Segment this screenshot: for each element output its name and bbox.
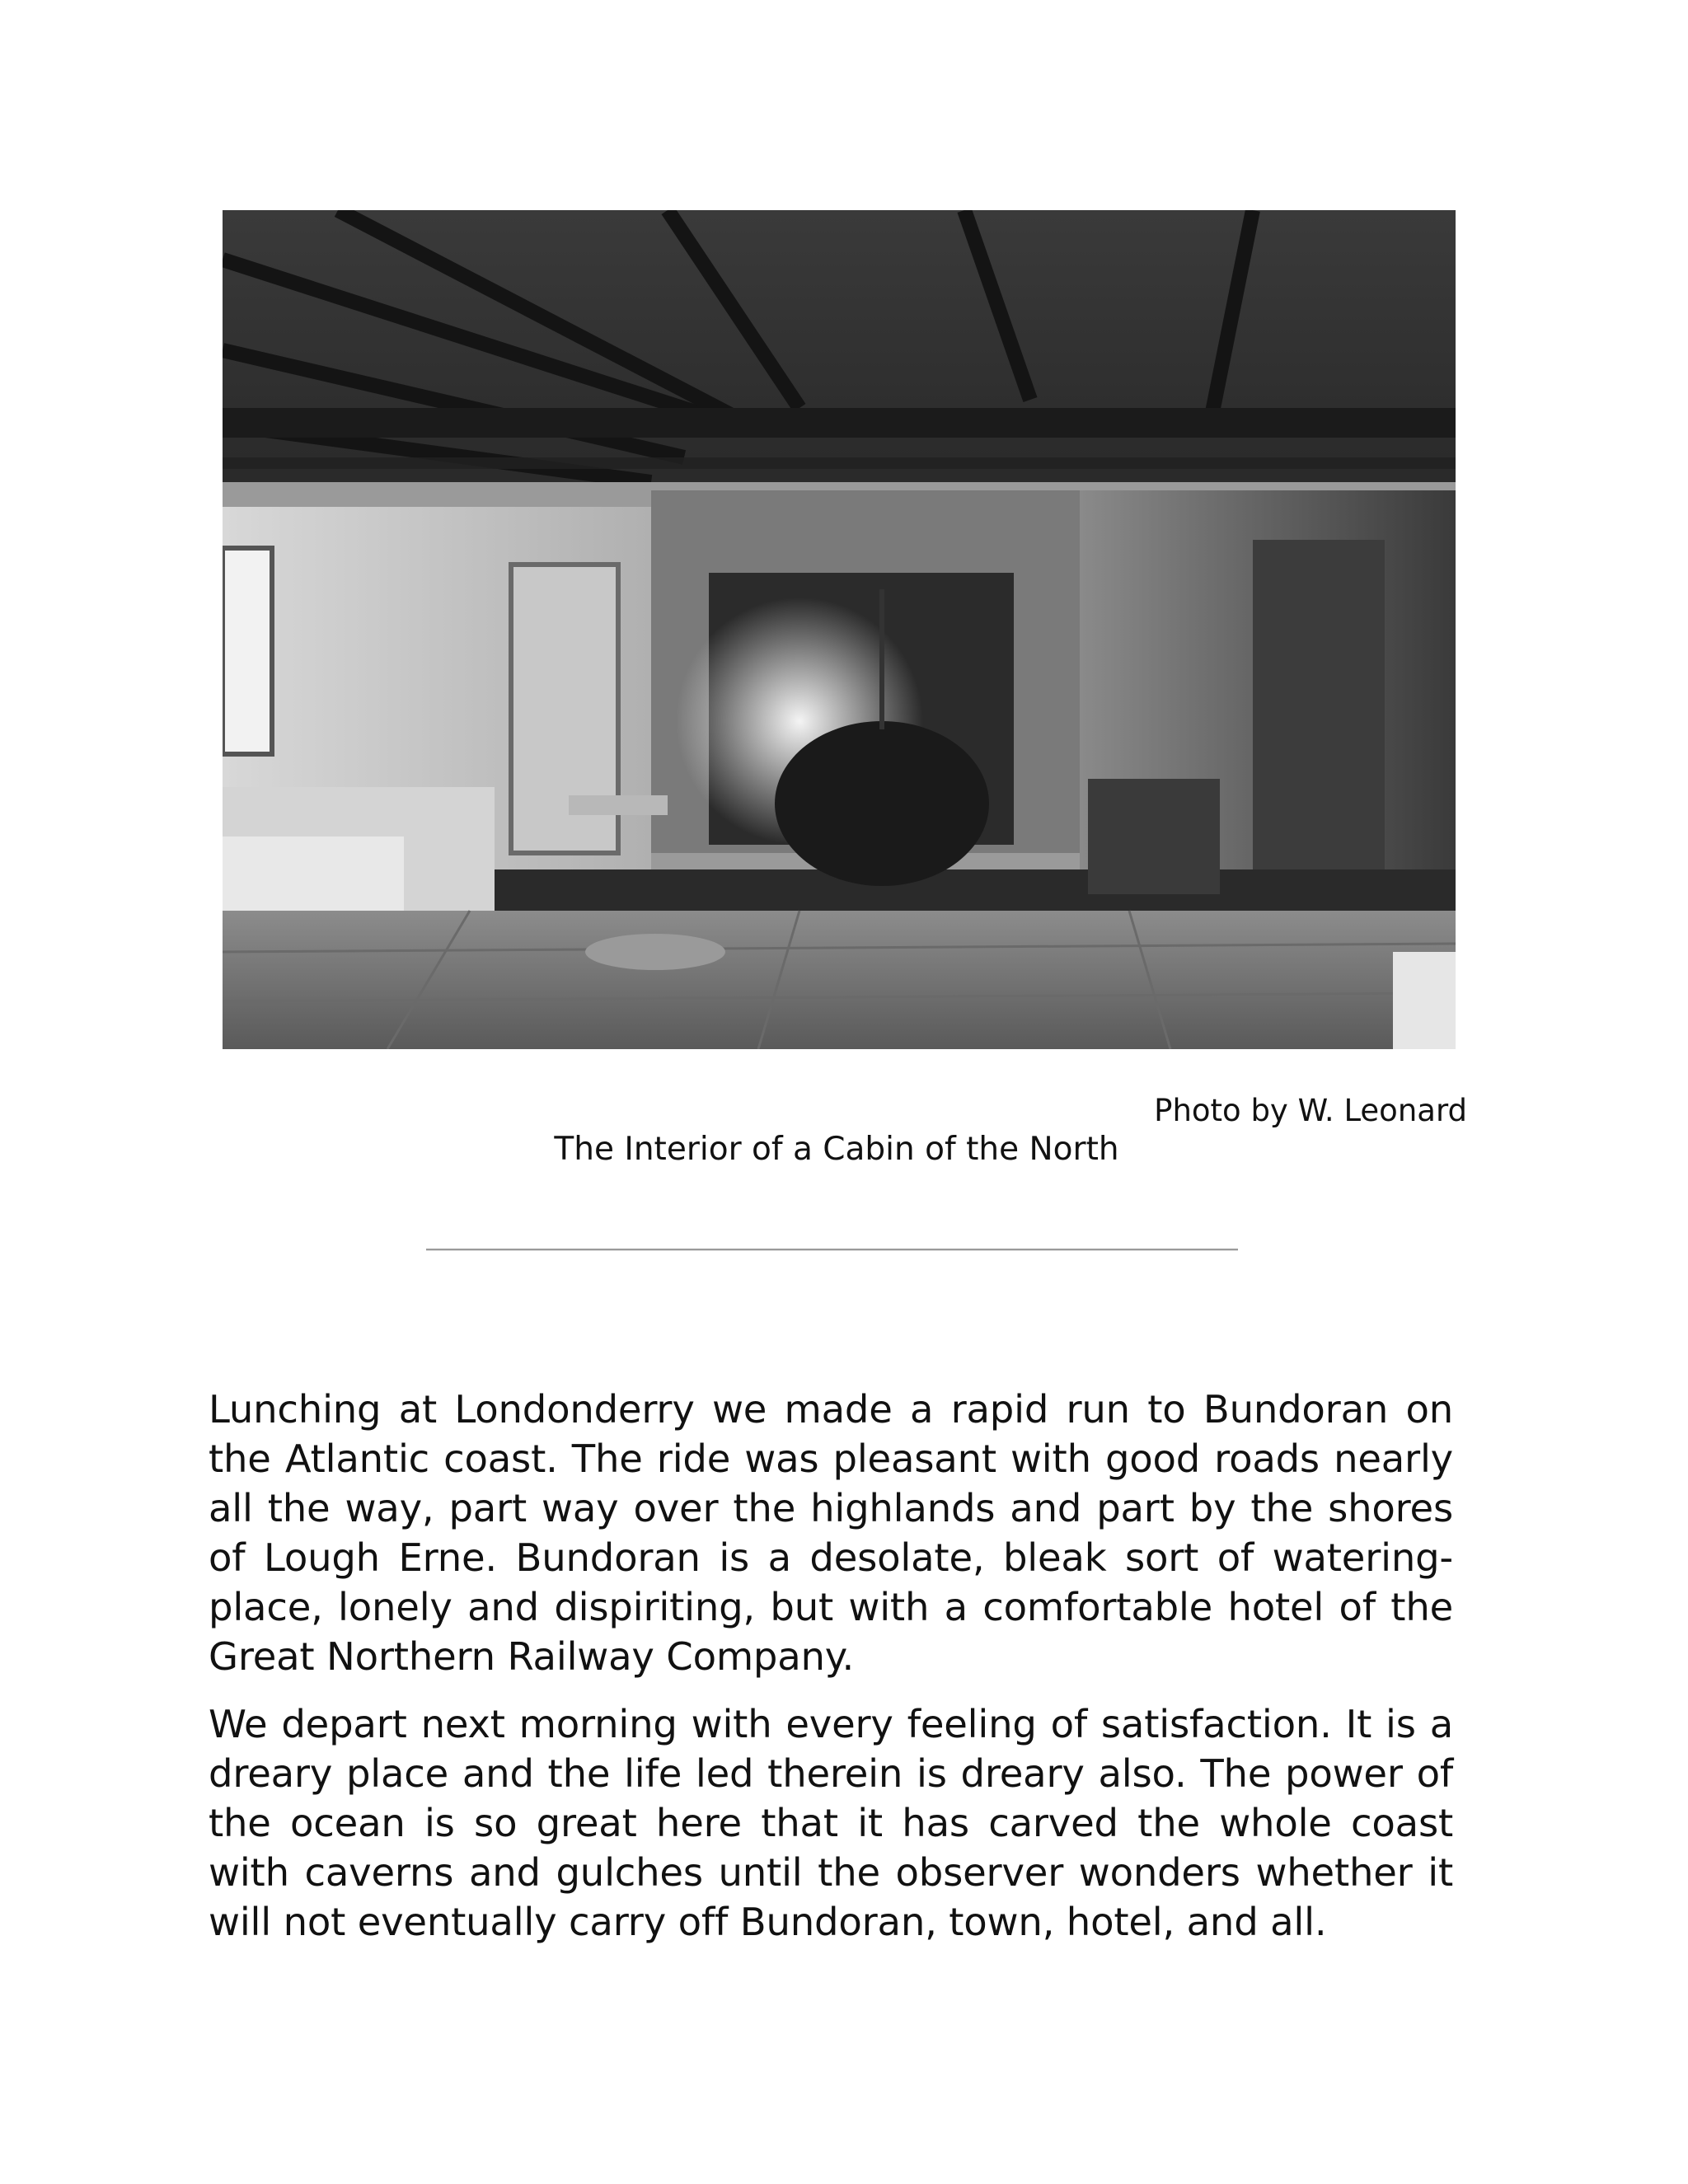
figure-caption: The Interior of a Cabin of the North [554, 1131, 1119, 1168]
section-divider [426, 1249, 1238, 1251]
body-text [209, 1385, 1453, 1965]
paragraph: We depart next morning with every feeling of satisfaction. It is a dreary place and the life led therein is dreary also. The power of the ocean is so great here that it has carved the whole coast with caverns and gulches until the observer wonders whether it will not eventually carry off Bundoran, town, hotel, and all. [209, 1702, 1453, 1944]
photo-credit: Photo by W. Leonard [1154, 1093, 1467, 1128]
cabin-interior-illustration [223, 210, 1456, 1049]
cabin-interior-photo [223, 210, 1456, 1049]
paragraph: Lunching at Londonderry we made a rapid run to Bundoran on the Atlantic coast. The ride was pleasant with good roads nearly all the way, part way over the highlands and part by the shores of Lough Erne. Bundoran is a desolate, bleak sort of watering-place, lonely and dispiriting, but with a comfortable hotel of the Great Northern Railway Company. [209, 1387, 1453, 1679]
